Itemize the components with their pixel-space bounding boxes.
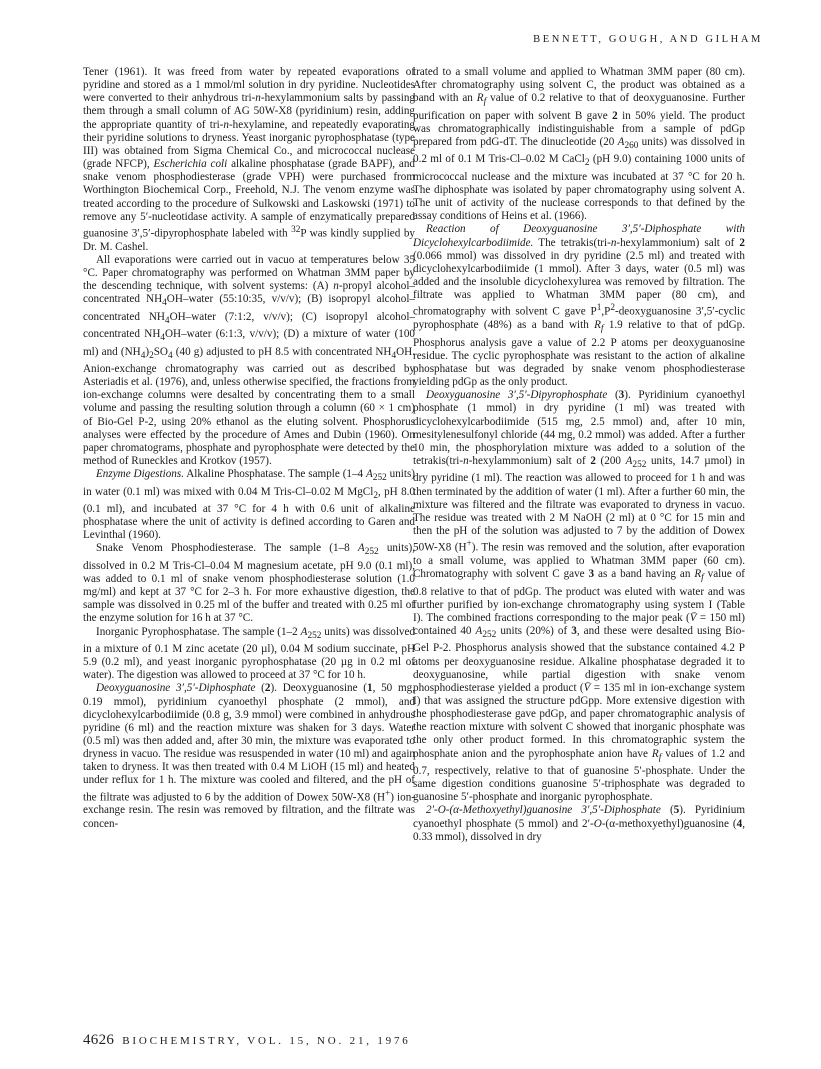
paragraph: Enzyme Digestions. Alkaline Phosphatase. The sample (1–4 $A_{252}$ units) in water (0.1 ml) was mixed with 0.04 M Tris-Cl–0.02 M MgCl$_2$, pH 8.0 (0.1 ml), and incubated at 37 °C for 4 h with 0.6 unit of alkaline phosphatase where the unit of activity is defined according to Garen and Levinthal (1960). [83, 468, 415, 542]
paragraph: Tener (1961). It was freed from water by repeated evaporations of pyridine and stored as a 1 mmol/ml solution in dry pyridine. Nucleotides were converted to their anhydrous tri-n-hexylammonium salts by passing them through a small column of AG 50W-X8 (pyridinium) resin, adding the appropriate quantity of tri-n-hexylamine, and repeatedly evaporating their pyridine solutions to dryness. Yeast inorganic pyrophosphatase (type III) was obtained from Sigma Chemical Co., and micrococcal nuclease (grade NFCP), Escherichia coli alkaline phosphatase (grade BAPF), and snake venom phosphodiesterase (grade VPH) were purchased from Worthington Biochemical Corp., Freehold, N.J. The venom enzyme was treated according to the procedure of Sulkowski and Laskowski (1971) to remove any 5′-nucleotidase activity. A sample of enzymatically prepared guanosine 3′,5′-dipyrophosphate labeled with $^{32}$P was kindly supplied by Dr. M. Cashel. [83, 66, 415, 253]
journal-citation: BIOCHEMISTRY, VOL. 15, NO. 21, 1976 [122, 1035, 411, 1047]
running-head: BENNETT, GOUGH, AND GILHAM [533, 34, 763, 45]
paragraph: Snake Venom Phosphodiesterase. The sample (1–8 $A_{252}$ units), dissolved in 0.2 M Tris-Cl–0.04 M magnesium acetate, pH 9.0 (0.1 ml), was added to 0.1 ml of snake venom phosphodiesterase solution (1.0 mg/ml) and kept at 37 °C for 2–3 h. For more exhaustive digestion, the sample was dissolved in 0.25 ml of the buffer and treated with 0.25 ml of the enzyme solution for 16 h at 37 °C. [83, 542, 415, 625]
paragraph: 2′-O-(α-Methoxyethyl)guanosine 3′,5′-Diphosphate (5). Pyridinium cyanoethyl phosphate (5 mmol) and 2′-O-(α-methoxyethyl)guanosine (4, 0.33 mmol), dissolved in dry [413, 804, 746, 843]
page-number: 4626 [83, 1032, 115, 1048]
right-column [413, 66, 745, 844]
paragraph: Deoxyguanosine 3′,5′-Diphosphate (2). Deoxyguanosine (1, 50 mg, 0.19 mmol), pyridinium cyanoethyl phosphate (2 mmol), and dicyclohexylcarbodiimide (0.8 g, 3.9 mmol) were combined in anhydrous pyridine (6 ml) and the reaction mixture was shaken for 3 days. Water (0.5 ml) was then added and, after 30 min, the mixture was evaporated to dryness in vacuo. The residue was resuspended in water (10 ml) and again taken to dryness. It was then treated with 0.4 M LiOH (15 ml) and heated under reflux for 1 h. The mixture was cooled and filtered, and the pH of the filtrate was adjusted to 6 by the addition of Dowex 50W-X8 (H+) ion-exchange resin. The resin was removed by filtration, and the filtrate was concen- [83, 682, 416, 830]
left-column [83, 66, 415, 831]
paragraph: trated to a small volume and applied to Whatman 3MM paper (80 cm). After chromatography using solvent C, the product was obtained as a band with an $R_f$ value of 0.2 relative to that of deoxyguanosine. Further purification on paper with solvent B gave 2 in 50% yield. The product was chromatographically indistinguishable from a sample of pdGp prepared from pdG-dT. The dinucleotide (20 $A_{260}$ units) was dissolved in 0.2 ml of 0.1 M Tris-Cl–0.02 M CaCl$_2$ (pH 9.0) containing 1000 units of micrococcal nuclease and the mixture was incubated at 37 °C for 20 h. The diphosphate was isolated by paper chromatography using solvent A. The unit of activity of the nuclease corresponds to that defined by the assay conditions of Heins et al. (1966). [413, 66, 745, 223]
paragraph: Inorganic Pyrophosphatase. The sample (1–2 $A_{252}$ units) was dissolved in a mixture of 0.1 M zinc acetate (20 µl), 0.04 M sodium succinate, pH 5.9 (0.2 ml), and yeast inorganic pyrophosphatase (20 µg in 0.2 ml of water). The digestion was allowed to proceed at 37 °C for 10 h. [83, 625, 415, 682]
paragraph: All evaporations were carried out in vacuo at temperatures below 35 °C. Paper chromatography was performed on Whatman 3MM paper by the descending technique, with solvent systems: (A) n-propyl alcohol–concentrated $NH_4OH$–water (55:10:35, v/v/v); (B) isopropyl alcohol–concentrated $NH_4OH$–water (7:1:2, v/v/v); (C) isopropyl alcohol–concentrated $NH_4OH$–water (6:1:3, v/v/v); (D) a mixture of water (100 ml) and $(NH_4)_2SO_4$ (40 g) adjusted to pH 8.5 with concentrated $NH_4OH$. Anion-exchange chromatography was carried out as described by Asteriadis et al. (1976), and, unless otherwise specified, the fractions from ion-exchange columns were desalted by concentrating them to a small volume and passing the resulting solution through a column (60 × 1 cm) of Bio-Gel P-2, using 20% ethanol as the eluting solvent. Phosphorus analyses were effected by the procedure of Ames and Dubin (1960). On paper chromatograms, phosphate and pyrophosphate were detected by the method of Runeckles and Krotkov (1957). [83, 253, 415, 467]
paragraph: Reaction of Deoxyguanosine 3′,5′-Diphosphate with Dicyclohexylcarbodiimide. The tetrakis(tri-n-hexylammonium) salt of 2 (0.066 mmol) was dissolved in dry pyridine (2.5 ml) and treated with dicyclohexylcarbodiimide (1 mmol). After 3 days, water (0.5 ml) was added and the insoluble dicyclohexylurea was removed by filtration. The filtrate was applied to Whatman 3MM paper (80 cm), and chromatography with solvent C gave $P^1,P^2$-deoxyguanosine 3′,5′-cyclic pyrophosphate (48%) as a band with $R_f$ 1.9 relative to that of pdGp. Phosphorus analysis gave a value of 2.2 P atoms per deoxyguanosine residue. The cyclic pyrophosphate was resistant to the action of alkaline phosphatase but was degraded by snake venom phosphodiesterase yielding pdGp as the only product. [413, 223, 746, 389]
paragraph: Deoxyguanosine 3′,5′-Dipyrophosphate (3). Pyridinium cyanoethyl phosphate (1 mmol) in dry pyridine (1 ml) was treated with dicyclohexylcarbodiimide (515 mg, 2.5 mmol) and, after 10 min, mesitylenesulfonyl chloride (44 mg, 0.2 mmol) was added. After a further 10 min, the phosphorylation mixture was added to a solution of the tetrakis(tri-n-hexylammonium) salt of 2 (200 $A_{252}$ units, 14.7 µmol) in dry pyridine (1 ml). The reaction was allowed to proceed for 1 h and was then terminated by the addition of water (1 ml). After a further 60 min, the mixture was filtered and the filtrate was evaporated to dryness in vacuo. The residue was treated with 2 M NaOH (2 ml) at 0 °C for 15 min and then the pH of the solution was adjusted to 7 by the addition of Dowex 50W-X8 (H+). The resin was removed and the solution, after evaporation to a small volume, was applied to Whatman 3MM paper (60 cm). Chromatography with solvent C gave 3 as a band having an $R_f$ value of 0.8 relative to that of pdGp. The product was eluted with water and was further purified by ion-exchange chromatography using system I (Table I). The combined fractions corresponding to the major peak (V̄ = 150 ml) contained 40 $A_{252}$ units (20%) of 3, and these were desalted using Bio-Gel P-2. Phosphorus analysis showed that the substance contained 4.2 P atoms per deoxyguanosine residue. Alkaline phosphatase degraded it to deoxyguanosine, while partial digestion with snake venom phosphodiesterase yielded a product (V̄ = 135 ml in ion-exchange system I) that was assigned the structure pdGpp. More extensive digestion with the phosphodiesterase gave pdGp, and paper chromatographic analysis of the reaction mixture with solvent C showed that inorganic phosphate was the only other product formed. In this chromatographic system the phosphate anion and the pyrophosphate anion have $R_f$ values of 1.2 and 0.7, respectively, relative to that of guanosine 5′-phosphate. Under the same digestion conditions guanosine 5′-triphosphate was degraded to guanosine 5′-phosphate and inorganic pyrophosphate. [413, 389, 745, 804]
page-footer [83, 1032, 411, 1049]
